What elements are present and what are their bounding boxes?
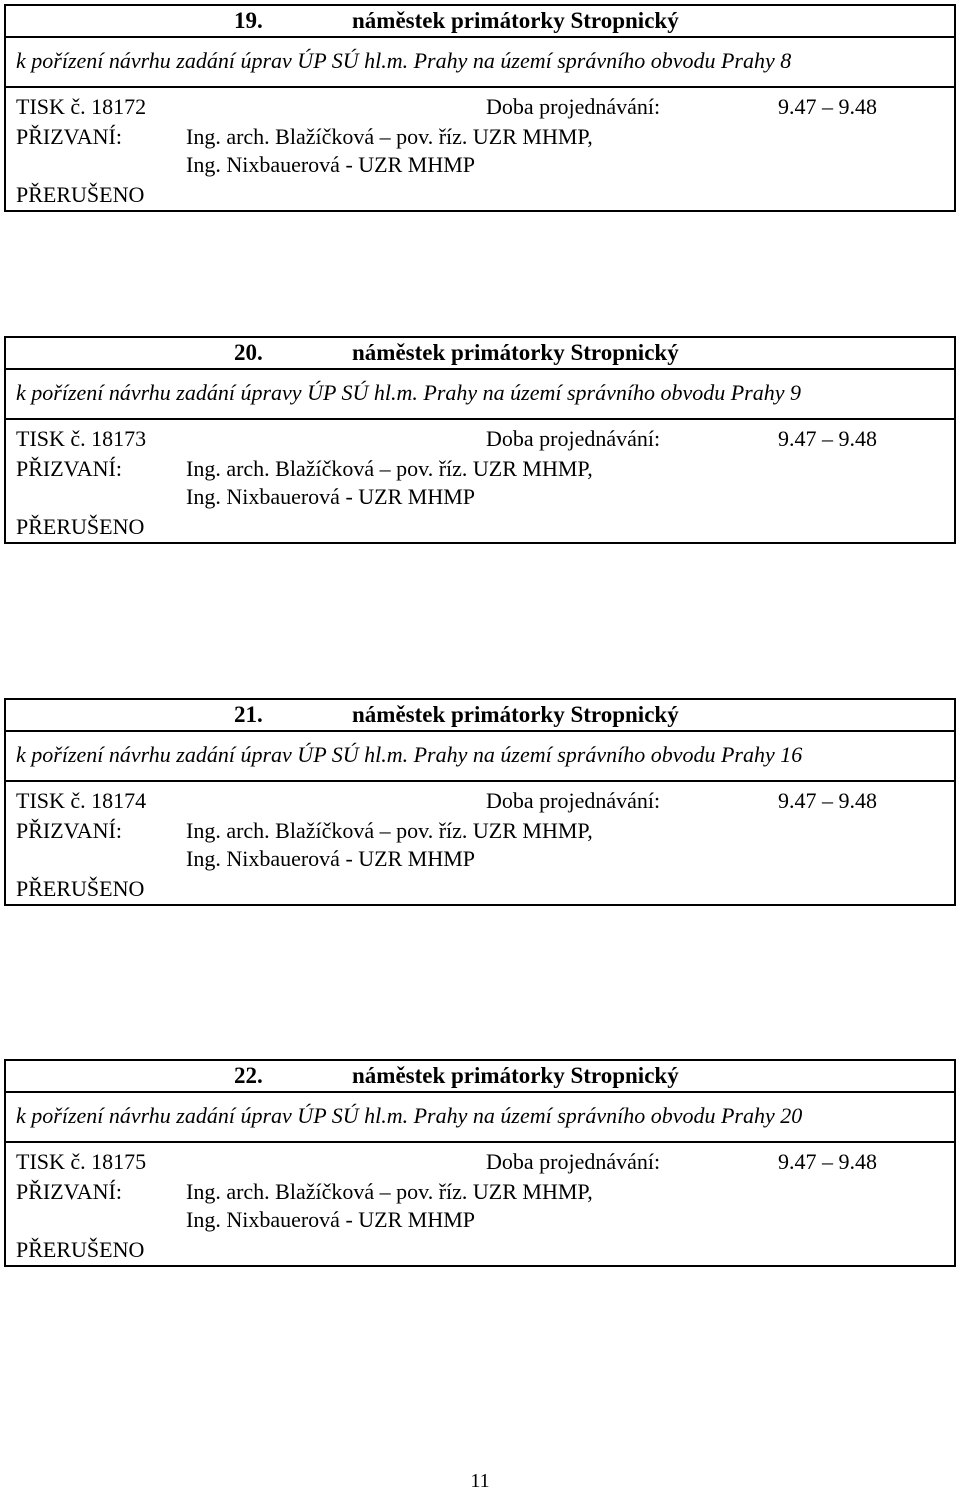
invitee: Ing. Nixbauerová - UZR MHMP (186, 152, 476, 177)
agenda-item (4, 4, 956, 212)
item-number: 21. (234, 702, 263, 727)
agenda-item (4, 698, 956, 906)
doba-label: Doba projednávání: (486, 788, 661, 813)
page-number: 11 (470, 1470, 490, 1492)
item-subject: k pořízení návrhu zadání úprav ÚP SÚ hl.m. Prahy na území správního obvodu Prahy 8 (4, 38, 956, 88)
time-range: 9.47 – 9.48 (778, 788, 877, 813)
item-subject: k pořízení návrhu zadání úprav ÚP SÚ hl.m. Prahy na území správního obvodu Prahy 20 (4, 1093, 956, 1143)
agenda-item (4, 1059, 956, 1267)
invitee: Ing. arch. Blažíčková – pov. říz. UZR MHMP, (186, 456, 593, 481)
item-details (4, 782, 956, 906)
doba-label: Doba projednávání: (486, 94, 661, 119)
status-text: PŘERUŠENO (16, 876, 145, 901)
item-presenter: náměstek primátorky Stropnický (352, 8, 679, 33)
item-presenter: náměstek primátorky Stropnický (352, 702, 679, 727)
item-number: 22. (234, 1063, 263, 1088)
item-number: 19. (234, 8, 263, 33)
tisk-number: TISK č. 18174 (16, 788, 147, 813)
invitee: Ing. Nixbauerová - UZR MHMP (186, 846, 476, 871)
status-text: PŘERUŠENO (16, 1237, 145, 1262)
item-details (4, 1143, 956, 1267)
prizvani-label: PŘIZVANÍ: (16, 124, 122, 149)
prizvani-label: PŘIZVANÍ: (16, 1179, 122, 1204)
item-subject: k pořízení návrhu zadání úpravy ÚP SÚ hl.m. Prahy na území správního obvodu Prahy 9 (4, 370, 956, 420)
item-details (4, 420, 956, 544)
tisk-number: TISK č. 18175 (16, 1149, 147, 1174)
doba-label: Doba projednávání: (486, 426, 661, 451)
prizvani-label: PŘIZVANÍ: (16, 456, 122, 481)
item-presenter: náměstek primátorky Stropnický (352, 1063, 679, 1088)
tisk-number: TISK č. 18172 (16, 94, 147, 119)
item-subject: k pořízení návrhu zadání úprav ÚP SÚ hl.m. Prahy na území správního obvodu Prahy 16 (4, 732, 956, 782)
time-range: 9.47 – 9.48 (778, 94, 877, 119)
doba-label: Doba projednávání: (486, 1149, 661, 1174)
agenda-item-header (4, 1059, 956, 1093)
invitee: Ing. arch. Blažíčková – pov. říz. UZR MHMP, (186, 1179, 593, 1204)
time-range: 9.47 – 9.48 (778, 426, 877, 451)
tisk-number: TISK č. 18173 (16, 426, 147, 451)
agenda-item-header (4, 4, 956, 38)
agenda-item-header (4, 336, 956, 370)
time-range: 9.47 – 9.48 (778, 1149, 877, 1174)
agenda-item-header (4, 698, 956, 732)
status-text: PŘERUŠENO (16, 514, 145, 539)
invitee: Ing. Nixbauerová - UZR MHMP (186, 484, 476, 509)
invitee: Ing. arch. Blažíčková – pov. říz. UZR MHMP, (186, 818, 593, 843)
item-details (4, 88, 956, 212)
invitee: Ing. arch. Blažíčková – pov. říz. UZR MHMP, (186, 124, 593, 149)
item-presenter: náměstek primátorky Stropnický (352, 340, 679, 365)
invitee: Ing. Nixbauerová - UZR MHMP (186, 1207, 476, 1232)
prizvani-label: PŘIZVANÍ: (16, 818, 122, 843)
status-text: PŘERUŠENO (16, 182, 145, 207)
item-number: 20. (234, 340, 263, 365)
agenda-item (4, 336, 956, 544)
